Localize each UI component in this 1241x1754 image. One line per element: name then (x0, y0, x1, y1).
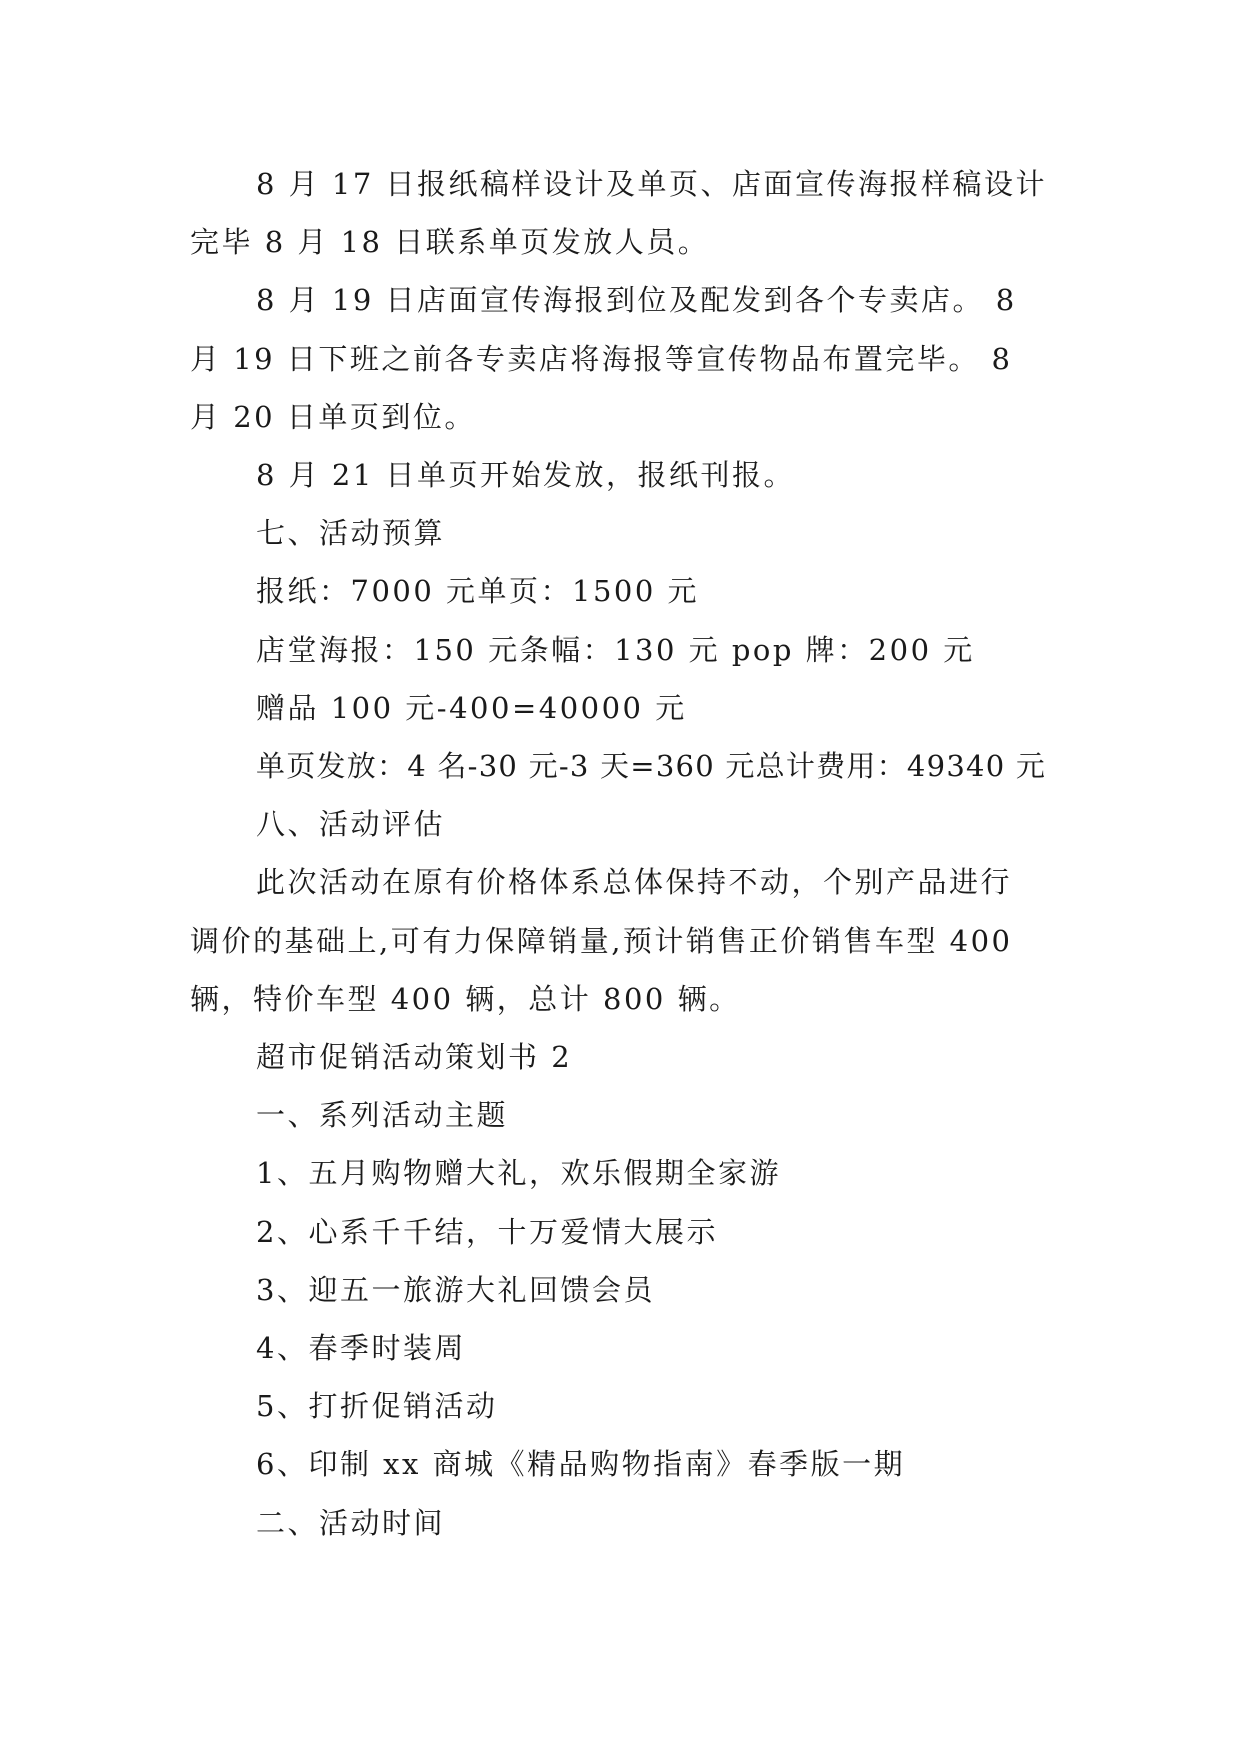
theme-item-1: 1、五月购物赠大礼，欢乐假期全家游 (256, 1156, 781, 1191)
paragraph-line-3: 8 月 19 日店面宣传海报到位及配发到各个专卖店。 8 (256, 283, 1017, 318)
section-heading-evaluation: 八、活动评估 (256, 807, 446, 842)
theme-item-2: 2、心系千千结，十万爱情大展示 (256, 1214, 718, 1249)
theme-item-6: 6、印制 xx 商城《精品购物指南》春季版一期 (256, 1447, 906, 1482)
paragraph-line-5: 月 20 日单页到位。 (190, 399, 476, 434)
theme-item-5: 5、打折促销活动 (256, 1389, 498, 1424)
theme-item-4: 4、春季时装周 (256, 1331, 466, 1366)
paragraph-line-4: 月 19 日下班之前各专卖店将海报等宣传物品布置完毕。 8 (190, 341, 1013, 376)
section-heading-themes: 一、系列活动主题 (256, 1098, 509, 1133)
document-body (190, 155, 1048, 1552)
evaluation-line-3: 辆，特价车型 400 辆，总计 800 辆。 (190, 981, 741, 1016)
section-heading-time: 二、活动时间 (256, 1505, 446, 1540)
theme-item-3: 3、迎五一旅游大礼回馈会员 (256, 1272, 655, 1307)
evaluation-line-1: 此次活动在原有价格体系总体保持不动，个别产品进行 (256, 865, 1013, 900)
evaluation-line-2: 调价的基础上,可有力保障销量,预计销售正价销售车型 400 (190, 923, 1013, 958)
paragraph-line-2: 完毕 8 月 18 日联系单页发放人员。 (190, 225, 710, 260)
budget-line-4: 单页发放：4 名-30 元-3 天=360 元总计费用：49340 元 (256, 749, 1047, 784)
budget-line-2: 店堂海报：150 元条幅：130 元 pop 牌：200 元 (256, 632, 975, 667)
document-title-2: 超市促销活动策划书 2 (256, 1040, 573, 1075)
section-heading-budget: 七、活动预算 (256, 516, 446, 551)
paragraph-line-1: 8 月 17 日报纸稿样设计及单页、店面宣传海报样稿设计 (256, 167, 1048, 201)
budget-line-1: 报纸：7000 元单页：1500 元 (256, 574, 700, 609)
budget-line-3: 赠品 100 元-400=40000 元 (256, 690, 687, 725)
paragraph-line-6: 8 月 21 日单页开始发放，报纸刊报。 (256, 458, 796, 493)
